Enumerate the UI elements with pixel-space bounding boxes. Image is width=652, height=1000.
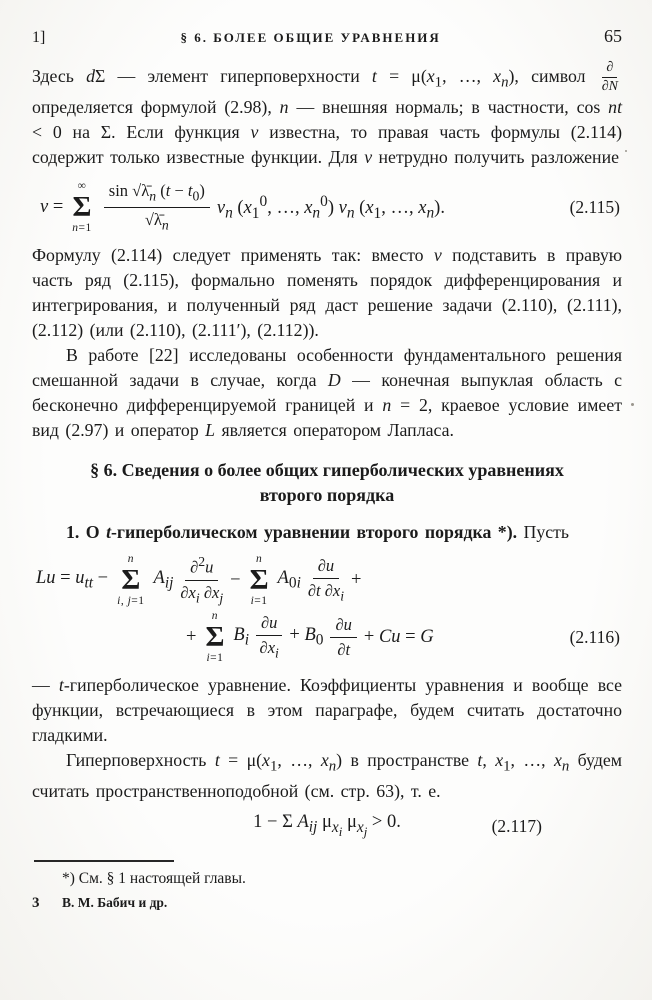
sum-operator <box>250 553 269 608</box>
fraction-denominator: $√\lambdā_n$ <box>144 210 169 233</box>
running-title: § 6. БОЛЕЕ ОБЩИЕ УРАВНЕНИЯ <box>180 30 441 45</box>
paragraph-3: В работе [22] исследованы особенности фундаментального решения смешанной задачи в случае, когда D — конечная выпуклая область с бесконечно дифференцируемой границей и n = 2, краевое условие имеет вид (2.97) и оператор L является оператором Лапласа. <box>32 345 622 441</box>
footnote-separator <box>34 860 174 862</box>
fraction-denominator: ∂t $\partial x_i$ <box>307 580 345 604</box>
sigma-symbol: Σ <box>121 563 141 596</box>
fraction-denominator: ∂t <box>337 639 351 659</box>
middle-term: + $B_0$ <box>289 624 324 649</box>
sum-lower-limit: n=1 <box>72 222 92 235</box>
sum-lower-limit: i=1 <box>250 595 268 608</box>
paragraph-1-text-b: определяется формулой (2.98), n — внешняя нормаль; в частности, cos nt < 0 на Σ. Если функция v известна, то правая часть формулы (2.114) содержит только известные функции. Для v нетрудно получить разложение <box>32 97 623 168</box>
sum-lower-limit: i=1 <box>206 652 224 665</box>
subsection-text: Пусть <box>523 522 570 543</box>
sum-lower-limit: i, j=1 <box>117 595 145 608</box>
fraction-denominator: $\partial x_i$ $\partial x_j$ <box>180 582 224 605</box>
fraction <box>180 554 223 606</box>
fraction-numerator: ∂u <box>313 556 339 579</box>
page-number: 65 <box>604 26 622 46</box>
subsection-title: 1. О t-гиперболическом уравнении второго порядка *). <box>66 522 518 543</box>
sigma-symbol: Σ <box>205 620 225 653</box>
sum-upper-limit: n <box>255 553 263 566</box>
inline-fraction-dN <box>602 60 618 95</box>
fraction-numerator: ∂$^2$u <box>185 554 218 580</box>
formula-2-116-line-1 <box>34 553 622 608</box>
equation-tag: (2.116) <box>569 626 620 647</box>
running-head <box>32 26 622 47</box>
fraction-numerator: ∂ <box>602 60 617 78</box>
scan-speck <box>625 150 627 152</box>
fraction-denominator: $\partial x_i$ <box>259 637 279 661</box>
footnote-text: *) См. § 1 настоящей главы. <box>62 870 246 888</box>
printer-signature <box>32 895 622 912</box>
paragraph-5: Гиперповерхность $t = \mu(x_1$, …, $x_n$) в пространстве t, $x_1$, …, $x_n$ будем считать пространственноподобной (см. стр. 63), т. е. <box>32 749 623 802</box>
section-heading-line-2: второго порядка <box>259 485 395 506</box>
sum-upper-limit: ∞ <box>77 180 87 193</box>
formula-rhs: $v_n$ ($x_1^0$, …, $x_n^0$) $v_n$ ($x_1$, …, $x_n$). <box>216 192 445 222</box>
fraction-denominator: ∂N <box>601 79 619 95</box>
formula-body: 1 − Σ $A_{ij}$ $\mu_{x_i}$ $\mu_{x_j} > 0$. <box>253 812 401 840</box>
chapter-marker: 1] <box>32 29 46 46</box>
scan-speck <box>631 403 634 406</box>
fraction <box>256 613 282 662</box>
plus-sign: + <box>186 626 197 647</box>
formula-2-115 <box>38 180 622 235</box>
sum-upper-limit: n <box>211 609 219 622</box>
equation-tag: (2.117) <box>491 815 542 836</box>
sum-operator <box>117 553 144 608</box>
fraction <box>104 181 210 234</box>
signature-number: 3 <box>32 895 40 912</box>
coefficient: $B_i$ <box>233 624 249 649</box>
paragraph-2: Формулу (2.114) следует применять так: вместо v подставить в правую часть ряд (2.115), формально поменять порядок дифференцирования и интегрирования, и полученный ряд даст решение задачи (2.110), (2.111), (2.112) (или (2.110), (2.111′), (2.112)). <box>32 245 622 341</box>
fraction-numerator: ∂u <box>256 613 282 636</box>
equation-tag: (2.115) <box>569 197 620 218</box>
signature-text: В. М. Бабич и др. <box>62 895 168 911</box>
sum-operator <box>205 610 224 665</box>
fraction <box>330 615 356 660</box>
minus-sign: − <box>230 569 241 590</box>
sigma-symbol: Σ <box>72 190 92 223</box>
coefficient: $A_{ij}$ <box>153 568 174 592</box>
paragraph-4: — t-гиперболическое уравнение. Коэффициенты уравнения и вообще все функции, встречающиеся в этом параграфе, будем считать достаточно гладкими. <box>32 674 622 745</box>
formula-lhs: $Lu = u_{tt}$ − <box>36 568 109 592</box>
formula-2-116-line-2 <box>184 610 622 665</box>
fraction-numerator: $\sin √\lambdā_n$ $(t - t_0)$ <box>104 181 210 208</box>
coefficient: $A_{0i}$ <box>277 568 301 592</box>
paragraph-1-text-a: Здесь dΣ — элемент гиперповерхности $t = \mu(x_1$, …, $x_n$), символ <box>32 65 586 91</box>
footnote-area <box>32 860 622 912</box>
paragraph-1 <box>32 60 622 170</box>
sigma-symbol: Σ <box>249 563 269 596</box>
plus-sign: + <box>351 569 362 590</box>
subsection-paragraph <box>32 520 622 545</box>
fraction <box>308 556 344 605</box>
fraction-numerator: ∂u <box>330 615 356 638</box>
formula-2-117 <box>32 812 622 840</box>
sum-operator <box>72 180 92 235</box>
section-heading-line-1: § 6. Сведения о более общих гиперболических уравнениях <box>90 460 564 481</box>
sum-upper-limit: n <box>127 553 134 566</box>
formula-rhs: + Cu = G <box>363 626 434 647</box>
formula-lhs: v = <box>40 197 64 218</box>
section-heading <box>32 458 622 508</box>
